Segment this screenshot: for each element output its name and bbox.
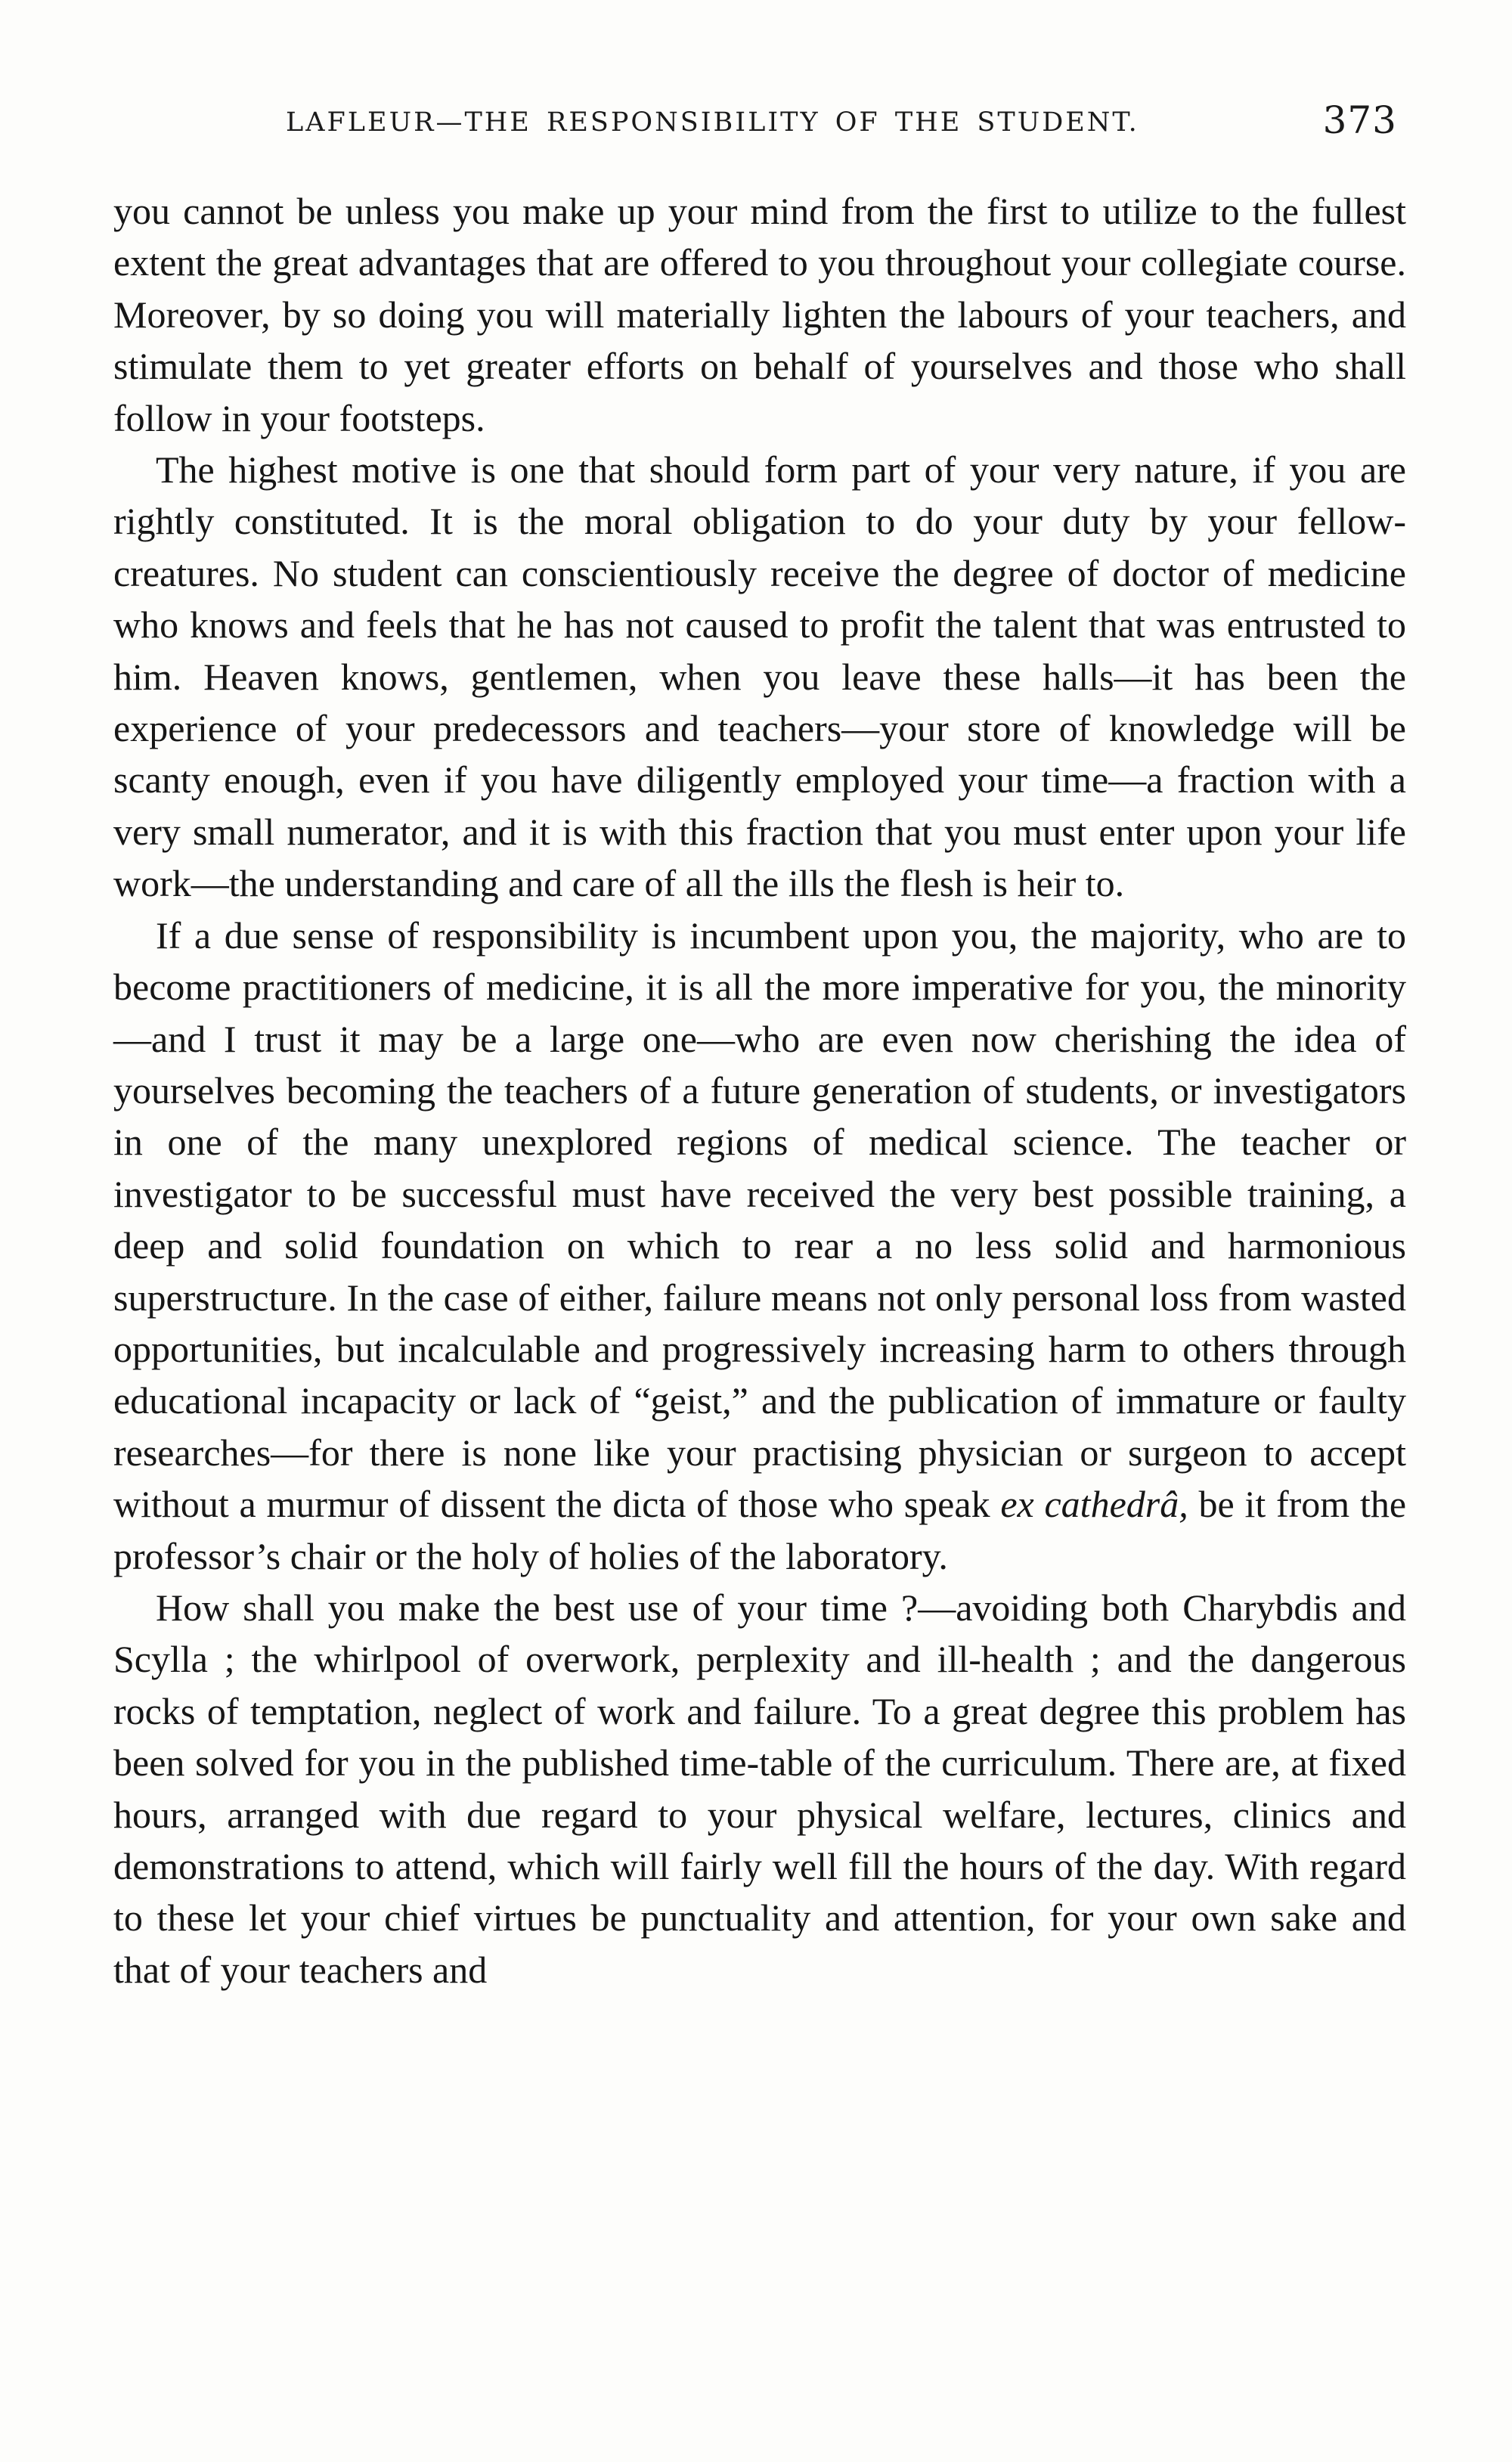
paragraph-text: you cannot be unless you make up your mind from the first to utilize to the fullest extent the great advantages that are offered to you throughout your collegiate course. Moreover, by so doing you will materially lighten the labours of your teachers, and stimulate them to yet greater efforts on behalf of yourselves and those who shall follow in your footsteps.: [113, 190, 1406, 439]
paragraph-text-continued: be it from the professor’s chair or the holy of holies of the laboratory.: [113, 1483, 1407, 1577]
running-title: LAFLEUR—THE RESPONSIBILITY OF THE STUDENT.: [286, 107, 1139, 138]
paragraph: [113, 444, 1406, 910]
paragraph-text: The highest motive is one that should form part of your very nature, if you are rightly constituted. It is the moral obligation to do your duty by your fellow-creatures. No student can conscientiously receive the degree of doctor of medicine who knows and feels that he has not caused to profit the talent that was entrusted to him. Heaven knows, gentlemen, when you leave these halls—it has been the experience of your predecessors and teachers—your store of knowledge will be scanty enough, even if you have diligently employed your time—a fraction with a very small numerator, and it is with this fraction that you must enter upon your life work—the understanding and care of all the ills the flesh is heir to.: [113, 448, 1406, 905]
page-number: 373: [1322, 98, 1397, 142]
paragraph-text: If a due sense of responsibility is incumbent upon you, the majority, who are to become practitioners of medicine, it is all the more imperative for you, the minority—and I trust it may be a large one—who are even now cherishing the idea of yourselves becoming the teachers of a future generation of students, or investigators in one of the many unexplored regions of medical science. The teacher or investigator to be successful must have received the very best possible training, a deep and solid foundation on which to rear a no less solid and harmonious superstructure. In the case of either, failure means not only personal loss from wasted opportunities, but incalculable and progressively increasing harm to others through educational incapacity or lack of “geist,” and the publication of immature or faulty researches—for there is none like your practising physician or surgeon to accept without a murmur of dissent the dicta of those who speak: [113, 913, 1406, 1526]
running-header: [113, 91, 1399, 159]
paragraph: [113, 1582, 1406, 1995]
paragraph: [113, 910, 1406, 1582]
body-text: [113, 185, 1406, 1995]
paragraph-text: How shall you make the best use of your time ?—avoiding both Charybdis and Scylla ; the whirlpool of overwork, perplexity and ill-health ; and the dangerous rocks of temptation, neglect of work and failure. To a great degree this problem has been solved for you in the published time-table of the curriculum. There are, at fixed hours, arranged with due regard to your physical welfare, lectures, clinics and demonstrations to attend, which will fairly well fill the hours of the day. With regard to these let your chief virtues be punctuality and attention, for your own sake and that of your teachers and: [113, 1586, 1406, 1991]
paragraph-continued: [113, 185, 1406, 444]
italic-phrase: ex cathedrâ,: [1000, 1483, 1188, 1526]
